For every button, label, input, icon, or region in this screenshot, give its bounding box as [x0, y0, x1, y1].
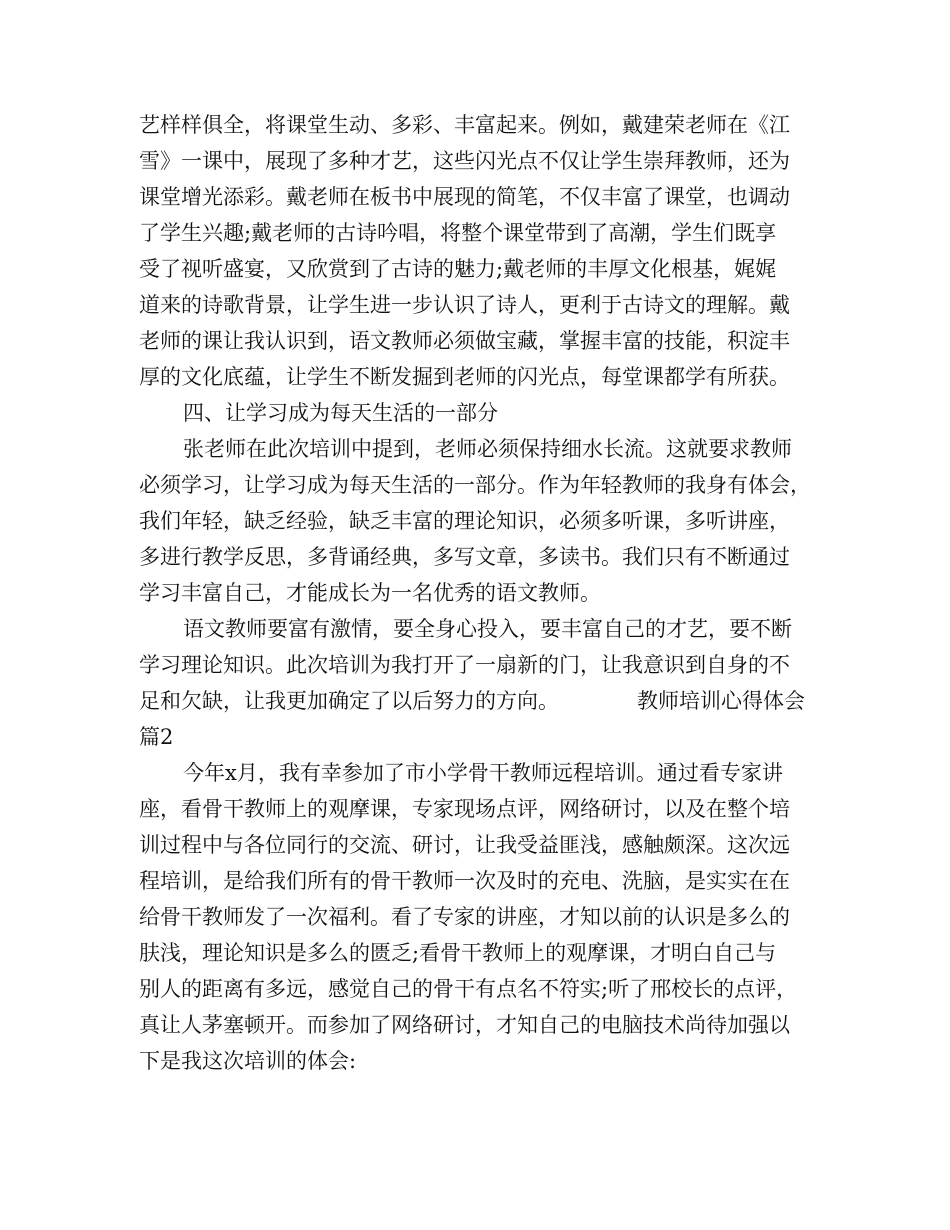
paragraph-line: 真让人茅塞顿开。而参加了网络研讨，才知自己的电脑技术尚待加强以 [139, 1013, 790, 1037]
paragraph-line: 程培训，是给我们所有的骨干教师一次及时的充电、洗脑，是实实在在 [139, 869, 790, 893]
paragraph-line: 艺样样俱全，将课堂生动、多彩、丰富起来。例如，戴建荣老师在《江 [139, 113, 790, 137]
paragraph-line: 必须学习，让学习成为每天生活的一部分。作为年轻教师的我身有体会， [139, 473, 811, 497]
paragraph-text: 足和欠缺，让我更加确定了以后努力的方向。 [139, 689, 559, 713]
section-heading: 四、让学习成为每天生活的一部分 [183, 401, 498, 425]
paragraph-line: 了学生兴趣;戴老师的古诗吟唱，将整个课堂带到了高潮，学生们既享 [139, 221, 777, 245]
paragraph-line: 厚的文化底蕴，让学生不断发掘到老师的闪光点，每堂课都学有所获。 [139, 365, 790, 389]
paragraph-line: 学习丰富自己，才能成长为一名优秀的语文教师。 [139, 581, 601, 605]
paragraph-line: 张老师在此次培训中提到，老师必须保持细水长流。这就要求教师 [183, 437, 792, 461]
paragraph-line: 多进行教学反思，多背诵经典，多写文章，多读书。我们只有不断通过 [139, 545, 790, 569]
paragraph-line: 课堂增光添彩。戴老师在板书中展现的简笔，不仅丰富了课堂，也调动 [139, 185, 790, 209]
article-title-suffix: 篇2 [139, 725, 174, 749]
paragraph-line: 语文教师要富有激情，要全身心投入，要丰富自己的才艺，要不断 [183, 617, 792, 641]
paragraph-line: 老师的课让我认识到，语文教师必须做宝藏，掌握丰富的技能，积淀丰 [139, 329, 790, 353]
paragraph-line: 道来的诗歌背景，让学生进一步认识了诗人，更利于古诗文的理解。戴 [139, 293, 790, 317]
paragraph-line: 我们年轻，缺乏经验，缺乏丰富的理论知识，必须多听课，多听讲座， [139, 509, 790, 533]
paragraph-line: 训过程中与各位同行的交流、研讨，让我受益匪浅，感触颇深。这次远 [139, 833, 790, 857]
paragraph-line-with-title [139, 683, 819, 719]
paragraph-line: 雪》一课中，展现了多种才艺，这些闪光点不仅让学生崇拜教师，还为 [139, 149, 790, 173]
document-body [139, 107, 819, 1079]
paragraph-line: 今年x月，我有幸参加了市小学骨干教师远程培训。通过看专家讲 [183, 761, 783, 785]
paragraph-line: 肤浅，理论知识是多么的匮乏;看骨干教师上的观摩课，才明白自己与 [139, 941, 777, 965]
paragraph-line: 别人的距离有多远，感觉自己的骨干有点名不符实;听了邢校长的点评， [139, 977, 798, 1001]
article-title: 教师培训心得体会 [637, 689, 805, 713]
paragraph-line: 学习理论知识。此次培训为我打开了一扇新的门，让我意识到自身的不 [139, 653, 790, 677]
paragraph-line: 给骨干教师发了一次福利。看了专家的讲座，才知以前的认识是多么的 [139, 905, 790, 929]
paragraph-line: 座，看骨干教师上的观摩课，专家现场点评，网络研讨，以及在整个培 [139, 797, 790, 821]
paragraph-line: 受了视听盛宴，又欣赏到了古诗的魅力;戴老师的丰厚文化根基，娓娓 [139, 257, 777, 281]
paragraph-line: 下是我这次培训的体会: [139, 1049, 357, 1073]
